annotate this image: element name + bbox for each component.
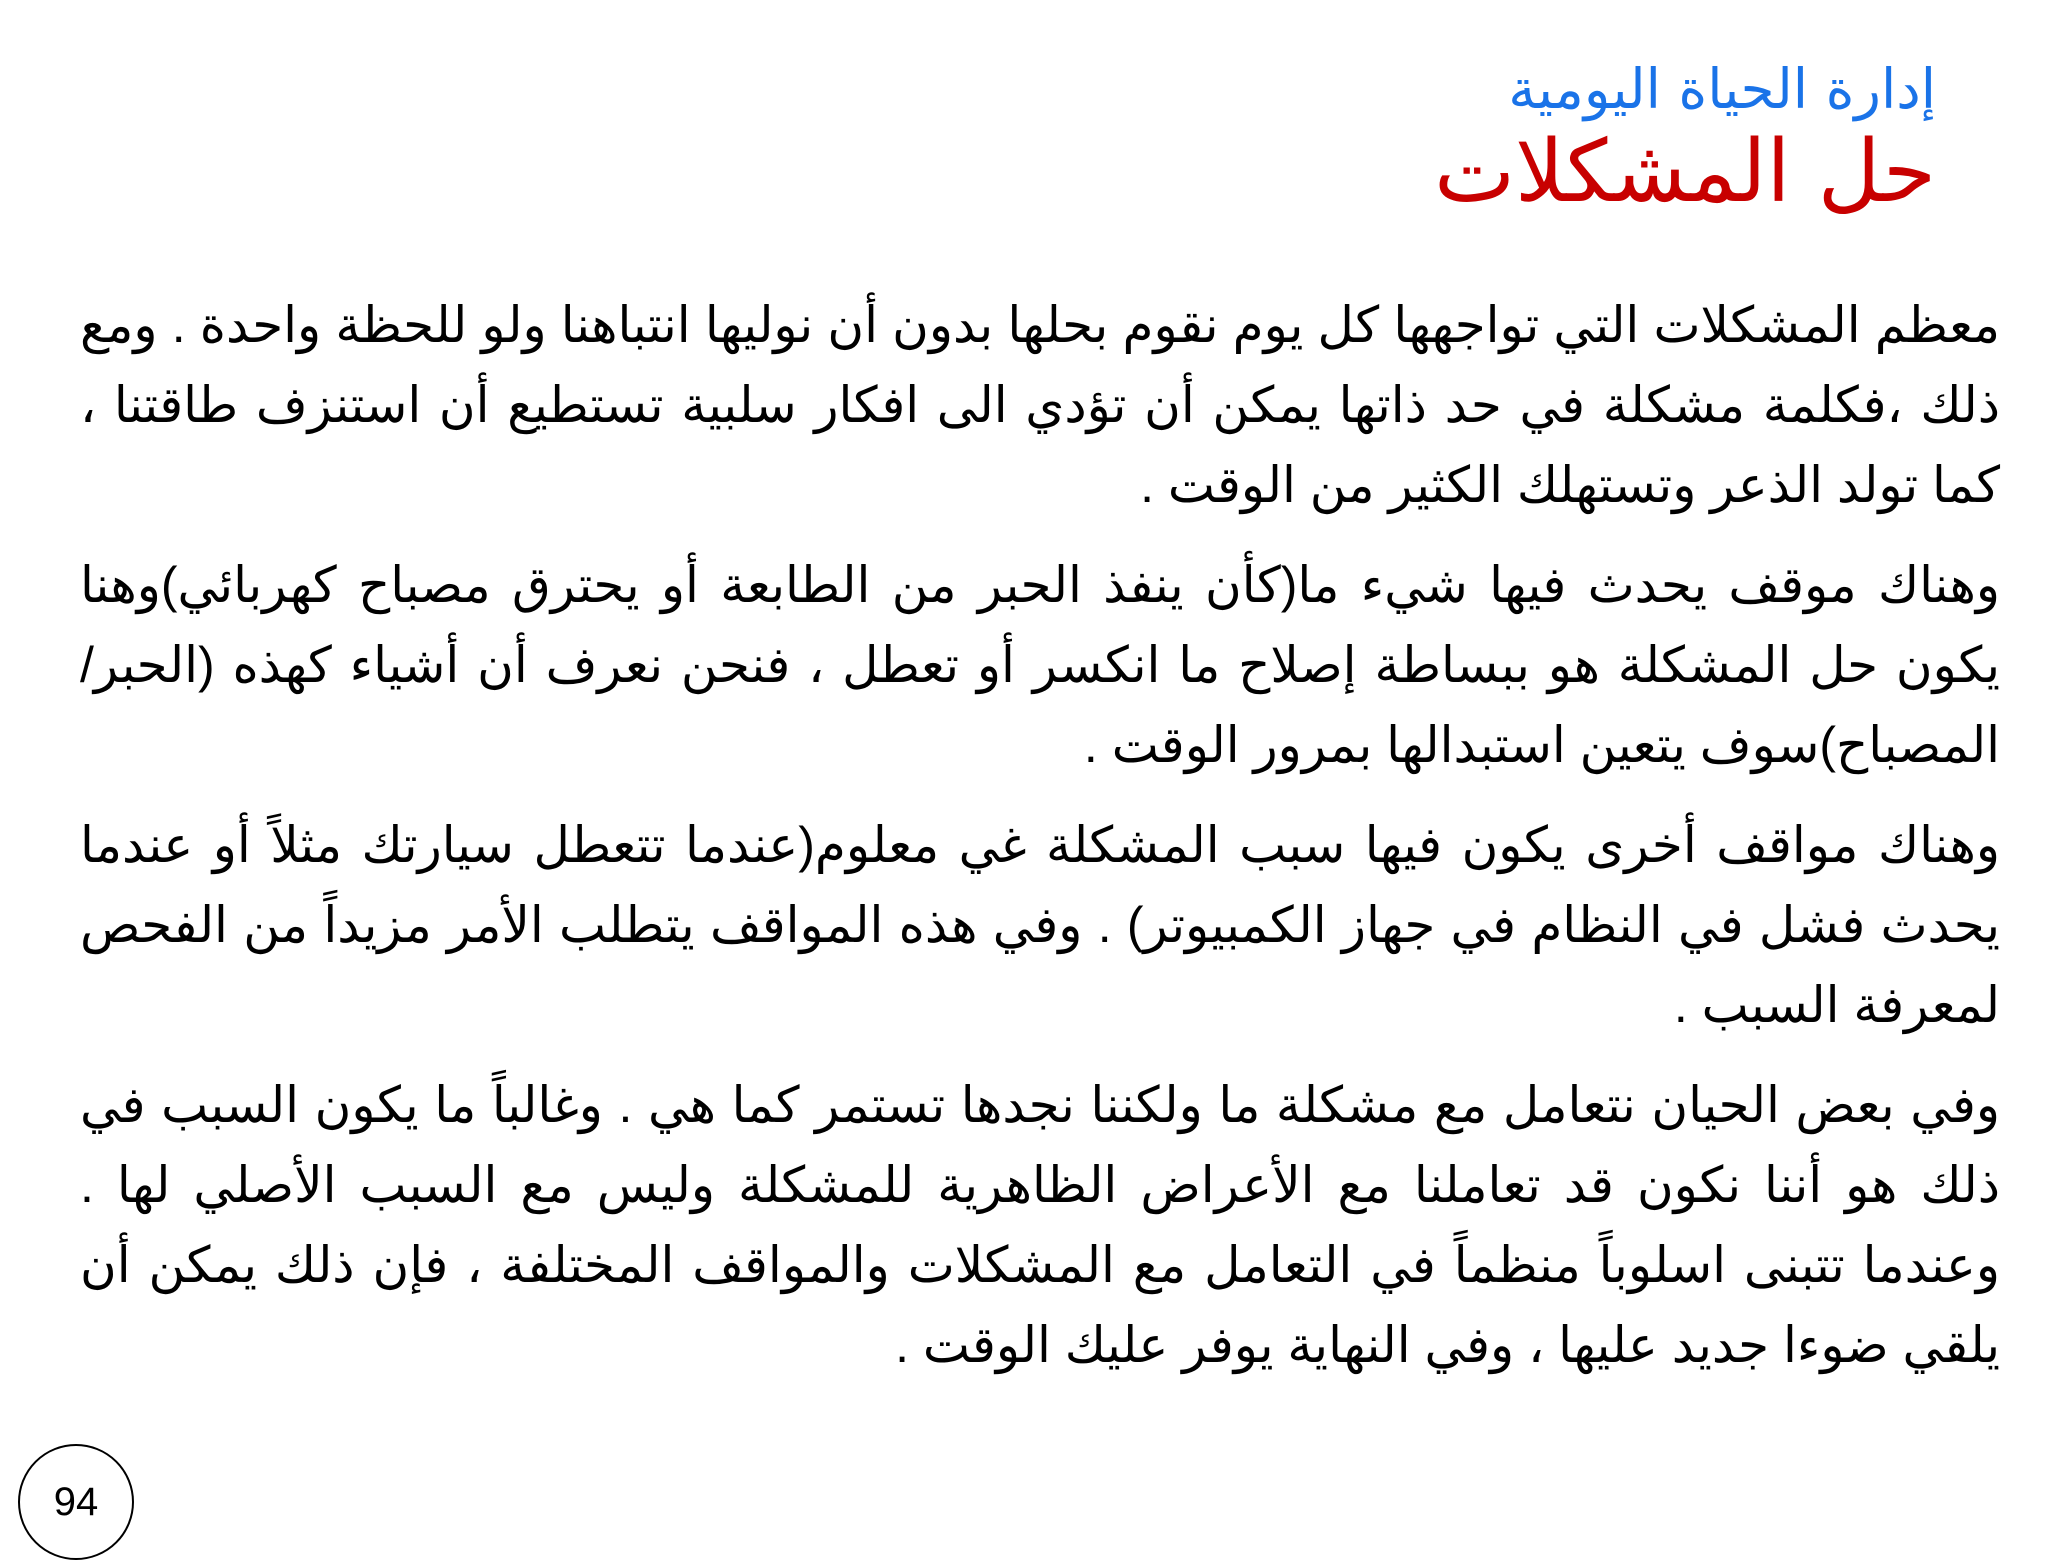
page-number-badge [18,1444,134,1560]
page-number: 94 [53,1479,99,1524]
page-header [1434,58,1936,222]
paragraph-4: وفي بعض الحيان نتعامل مع مشكلة ما ولكننا نجدها تستمر كما هي . وغالباً ما يكون السبب في ذلك هو أننا نكون قد تعاملنا مع الأعراض الظاهرية للمشكلة وليس مع السبب الأصلي لها . وعندما تتبنى اسلوباً منظماً في التعامل مع المشكلات والمواقف المختلفة ، فإن ذلك يمكن أن يلقي ضوءا جديد عليها ، وفي النهاية يوفر عليك الوقت . [80,1077,2000,1373]
paragraph-3: وهناك مواقف أخرى يكون فيها سبب المشكلة غي معلوم(عندما تتعطل سيارتك مثلاً أو عندما يحدث فشل في النظام في جهاز الكمبيوتر) . وفي هذه المواقف يتطلب الأمر مزيداً من الفحص لمعرفة السبب . [80,817,2000,1033]
paragraph-1: معظم المشكلات التي تواجهها كل يوم نقوم بحلها بدون أن نوليها انتباهنا ولو للحظة واحدة . ومع ذلك ،فكلمة مشكلة في حد ذاتها يمكن أن تؤدي الى افكار سلبية تستطيع أن استنزف طاقتنا ، كما تولد الذعر وتستهلك الكثير من الوقت . [80,297,2000,513]
body-text [80,285,2000,1405]
section-title: إدارة الحياة اليومية [1508,57,1936,121]
paragraph-2: وهناك موقف يحدث فيها شيء ما(كأن ينفذ الحبر من الطابعة أو يحترق مصباح كهربائي)وهنا يكون حل المشكلة هو ببساطة إصلاح ما انكسر أو تعطل ، فنحن نعرف أن أشياء كهذه (الحبر/المصباح)سوف يتعين استبدالها بمرور الوقت . [80,557,2000,773]
page-title: حل المشكلات [1434,122,1936,223]
